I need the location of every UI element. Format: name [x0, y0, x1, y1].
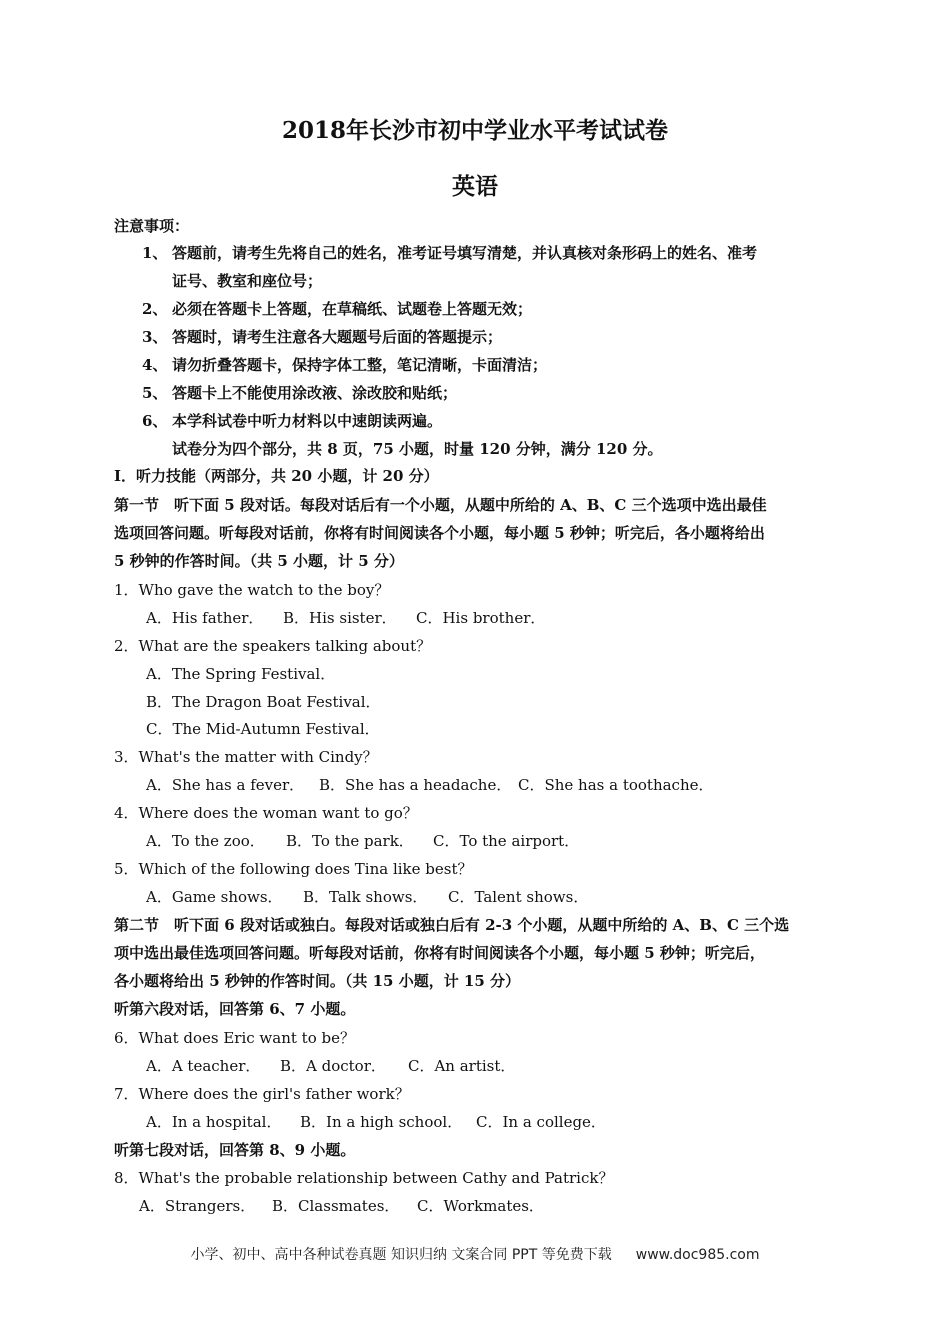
question-5-options: [146, 887, 588, 907]
notice-item-text: 必须在答题卡上答题，在草稿纸、试题卷上答题无效；: [172, 300, 533, 318]
notice-item-3: [142, 327, 502, 347]
footer-text: 小学、初中、高中各种试卷真题 知识归纳 文案合同 PPT 等免费下载: [190, 1247, 612, 1263]
dialog-6-heading: 听第六段对话，回答第 6、7 小题。: [114, 1000, 356, 1018]
option-c: C．His brother．: [416, 609, 546, 627]
question-6-stem: 6．What does Eric want to be？: [114, 1029, 355, 1047]
option-a: A．To the zoo．: [146, 832, 265, 850]
section1-instruction-line-3: 5 秒钟的作答时间。（共 5 小题，计 5 分）: [114, 552, 404, 570]
notice-item-number: 5、: [142, 384, 168, 402]
question-7-options: [146, 1112, 606, 1132]
option-c: C．Talent shows．: [448, 888, 589, 906]
page-footer: [0, 1244, 950, 1264]
option-a: A．A teacher．: [146, 1057, 261, 1075]
question-7-stem: 7．Where does the girl's father work？: [114, 1085, 410, 1103]
section2-instruction-line-1: 第二节 听下面 6 段对话或独白。每段对话或独白后有 2-3 个小题，从题中所给的 A、B、C 三个选: [114, 916, 790, 934]
option-b: B．His sister．: [283, 609, 397, 627]
exam-subject: 英语: [452, 173, 498, 200]
option-b: B．Talk shows．: [303, 888, 428, 906]
section2-instruction-line-3: 各小题将给出 5 秒钟的作答时间。（共 15 小题，计 15 分）: [114, 972, 521, 990]
notice-item-6: [142, 411, 442, 431]
option-a: A．She has a fever．: [146, 776, 305, 794]
footer-site-link[interactable]: www.doc985.com: [635, 1247, 760, 1263]
option-b: B．She has a headache．: [319, 776, 512, 794]
option-c: C．An artist．: [408, 1057, 516, 1075]
notice-item-1-continued: 证号、教室和座位号；: [172, 272, 323, 290]
question-3-stem: 3．What's the matter with Cindy？: [114, 748, 378, 766]
notice-item-text: 答题时，请考生注意各大题题号后面的答题提示；: [172, 328, 503, 346]
notice-item-text: 答题卡上不能使用涂改液、涂改胶和贴纸；: [172, 384, 458, 402]
option-c: C．In a college．: [476, 1113, 606, 1131]
question-8-options: [139, 1196, 544, 1216]
option-b: B．In a high school．: [300, 1113, 463, 1131]
option-c: C．The Mid-Autumn Festival．: [146, 720, 380, 738]
notice-item-number: 4、: [142, 356, 168, 374]
notice-item-number: 3、: [142, 328, 168, 346]
notice-item-number: 6、: [142, 412, 168, 430]
option-b: B．Classmates．: [272, 1197, 400, 1215]
notice-item-text: 答题前，请考生先将自己的姓名，准考证号填写清楚，并认真核对条形码上的姓名、准考: [172, 244, 758, 262]
notice-summary: 试卷分为四个部分，共 8 页，75 小题，时量 120 分钟，满分 120 分。: [172, 440, 663, 458]
option-a: A．Strangers．: [139, 1197, 256, 1215]
option-b: B．To the park．: [286, 832, 414, 850]
question-4-stem: 4．Where does the woman want to go？: [114, 804, 418, 822]
notice-item-2: [142, 299, 532, 319]
question-8-stem: 8．What's the probable relationship between Cathy and Patrick？: [114, 1169, 614, 1187]
question-4-options: [146, 831, 579, 851]
part1-heading: Ⅰ．听力技能（两部分，共 20 小题，计 20 分）: [114, 467, 439, 485]
option-a: A．In a hospital．: [146, 1113, 282, 1131]
notice-heading: 注意事项：: [114, 217, 190, 235]
option-a: A．Game shows．: [146, 888, 283, 906]
dialog-7-heading: 听第七段对话，回答第 8、9 小题。: [114, 1141, 356, 1159]
question-5-stem: 5．Which of the following does Tina like best？: [114, 860, 473, 878]
notice-item-1: [142, 243, 757, 263]
question-6-options: [146, 1056, 515, 1076]
question-1-stem: 1．Who gave the watch to the boy？: [114, 581, 390, 599]
option-c: C．She has a toothache．: [518, 776, 714, 794]
notice-item-number: 2、: [142, 300, 168, 318]
notice-item-number: 1、: [142, 244, 168, 262]
question-3-options: [146, 775, 714, 795]
section2-instruction-line-2: 项中选出最佳选项回答问题。听每段对话前，你将有时间阅读各个小题，每小题 5 秒钟；听完后，: [114, 944, 765, 962]
section1-instruction-line-1: 第一节 听下面 5 段对话。每段对话后有一个小题，从题中所给的 A、B、C 三个选项中选出最佳: [114, 496, 767, 514]
notice-item-4: [142, 355, 547, 375]
option-c: C．Workmates．: [417, 1197, 544, 1215]
option-a: A．His father．: [146, 609, 264, 627]
section1-instruction-line-2: 选项回答问题。听每段对话前，你将有时间阅读各个小题，每小题 5 秒钟；听完后，各小题将给出: [114, 524, 765, 542]
question-2-stem: 2．What are the speakers talking about？: [114, 637, 432, 655]
exam-title: 2018年长沙市初中学业水平考试试卷: [281, 117, 668, 144]
notice-item-5: [142, 383, 457, 403]
option-b: B．A doctor．: [280, 1057, 386, 1075]
question-1-options: [146, 608, 545, 628]
option-a: A．The Spring Festival．: [146, 665, 336, 683]
notice-item-text: 本学科试卷中听力材料以中速朗读两遍。: [172, 412, 443, 430]
option-c: C．To the airport．: [433, 832, 580, 850]
option-b: B．The Dragon Boat Festival．: [146, 693, 381, 711]
notice-item-text: 请勿折叠答题卡，保持字体工整，笔记清晰，卡面清洁；: [172, 356, 548, 374]
